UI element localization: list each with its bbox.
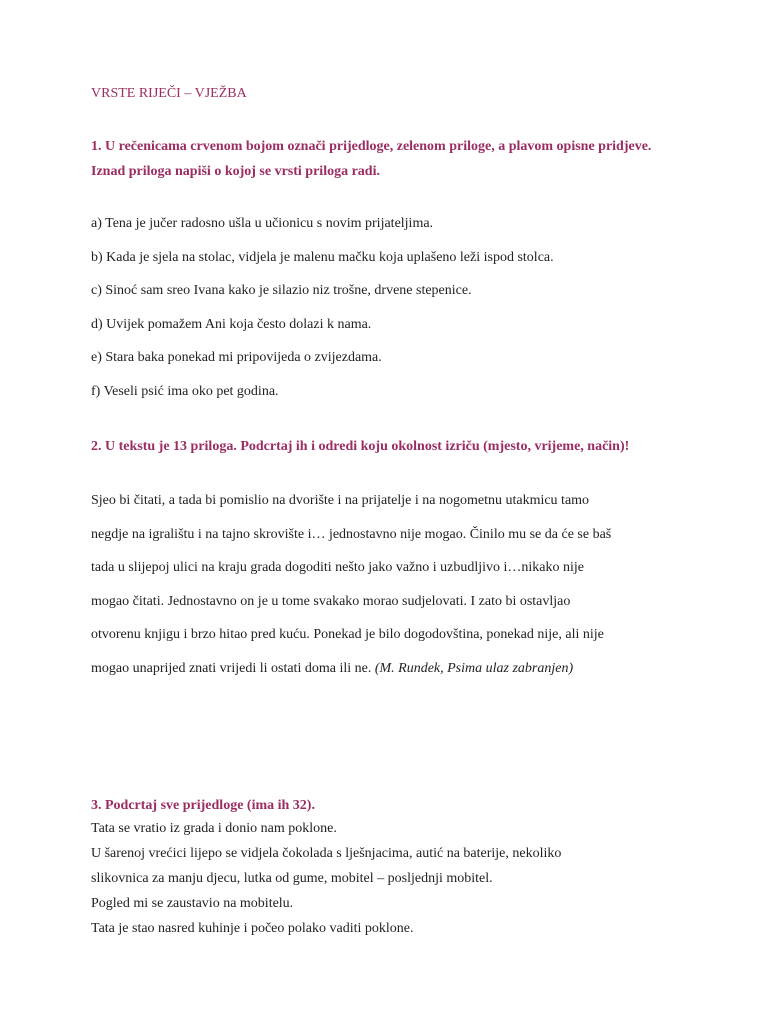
sentence-c: c) Sinoć sam sreo Ivana kako je silazio niz trošne, drvene stepenice.	[91, 283, 472, 298]
sentence-f: f) Veseli psić ima oko pet godina.	[91, 383, 279, 399]
source-citation: (M. Rundek, Psima ulaz zabranjen)	[374, 660, 574, 676]
exercise-2-text	[91, 484, 681, 685]
text-line: tada u slijepoj ulici na kraju grada dogoditi nešto jako važno i uzbudljivo i…nikako nije	[91, 560, 585, 575]
text-line: Tata se vratio iz grada i donio nam poklone.	[91, 821, 337, 836]
text-line: Pogled mi se zaustavio na mobitelu.	[91, 896, 294, 911]
exercise-1-heading: 1. U rečenicama crvenom bojom označi prijedloge, zelenom priloge, a plavom opisne pridjeve. Iznad priloga napiši o kojoj se vrsti priloga radi.	[91, 139, 652, 179]
exercise-1-sentences	[91, 207, 554, 408]
exercise-2-heading: 2. U tekstu je 13 priloga. Podcrtaj ih i odredi koju okolnost izriču (mjesto, vrijeme, način)!	[91, 439, 630, 454]
sentence-b: b) Kada je sjela na stolac, vidjela je malenu mačku koja uplašeno leži ispod stolca.	[91, 249, 554, 265]
sentence-a: a) Tena je jučer radosno ušla u učionicu s novim prijateljima.	[91, 216, 434, 231]
text-line: slikovnica za manju djecu, lutka od gume, mobitel – posljednji mobitel.	[91, 871, 493, 886]
text-line: Tata je stao nasred kuhinje i počeo polako vaditi poklone.	[91, 921, 414, 936]
text-line-last	[91, 652, 681, 686]
exercise-3-heading: 3. Podcrtaj sve prijedloge (ima ih 32).	[91, 798, 315, 813]
document-title: VRSTE RIJEČI – VJEŽBA	[91, 86, 247, 101]
text-line: Sjeo bi čitati, a tada bi pomislio na dvorište i na prijatelje i na nogometnu utakmicu tamo	[91, 493, 590, 508]
sentence-e: e) Stara baka ponekad mi pripovijeda o zvijezdama.	[91, 350, 382, 365]
text-line: mogao čitati. Jednostavno on je u tome svakako morao sudjelovati. I zato bi ostavljao	[91, 593, 571, 609]
sentence-d: d) Uvijek pomažem Ani koja često dolazi k nama.	[91, 316, 372, 332]
text-line: otvorenu knjigu i brzo hitao pred kuću. Ponekad je bilo dogodovština, ponekad nije, ali nije	[91, 627, 604, 642]
exercise-3-text	[91, 816, 681, 941]
text-line: U šarenoj vrećici lijepo se vidjela čokolada s lješnjacima, autić na baterije, nekoliko	[91, 846, 562, 861]
text-line-content: mogao unaprijed znati vrijedi li ostati doma ili ne.	[91, 660, 372, 676]
text-line: negdje na igralištu i na tajno skrovište i… jednostavno nije mogao. Činilo mu se da će se baš	[91, 526, 612, 542]
